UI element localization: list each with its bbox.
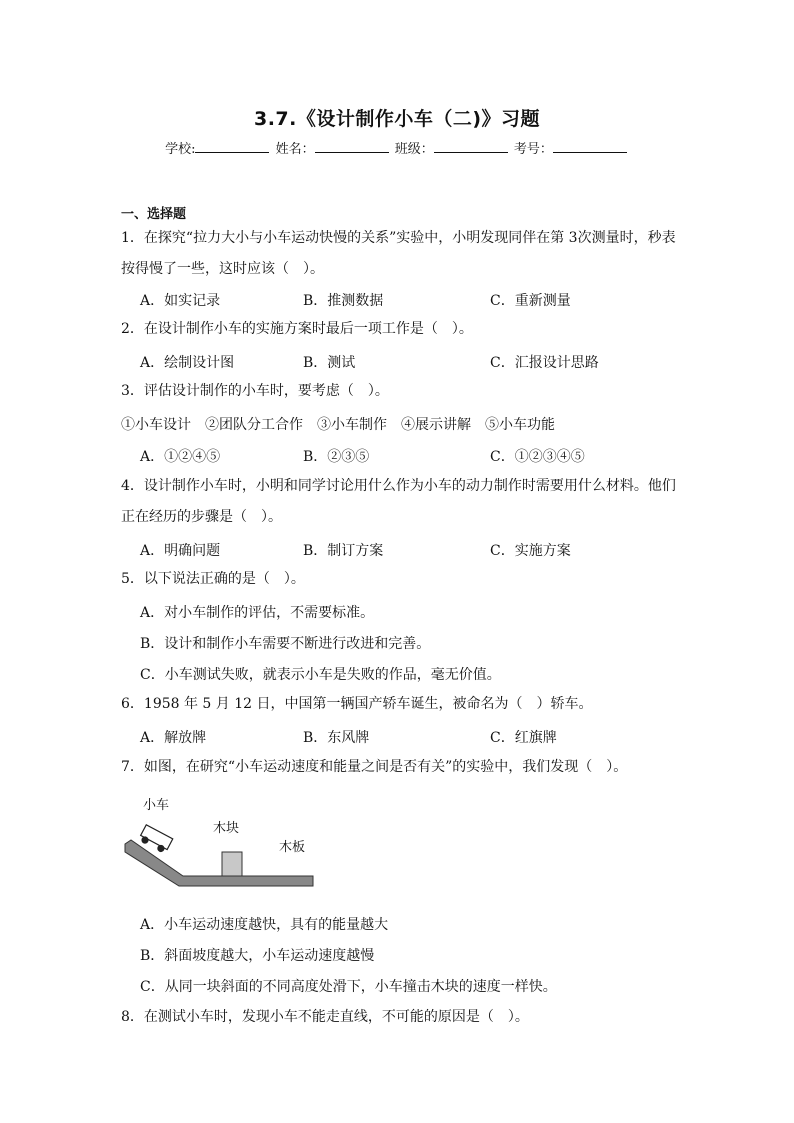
question-8 [121, 1004, 681, 1031]
question-text: 按得慢了一些，这时应该（ ）。 [121, 261, 324, 277]
question-4 [121, 473, 681, 531]
option-c: C．汇报设计思路 [490, 355, 599, 371]
question-text: 2．在设计制作小车的实施方案时最后一项工作是（ ）。 [121, 321, 473, 337]
option-a: A．①②④⑤ [140, 449, 221, 465]
option-a: A．绘制设计图 [140, 355, 235, 371]
question-text: 正在经历的步骤是（ ）。 [121, 509, 282, 525]
option-b: B．制订方案 [303, 543, 384, 559]
option-c: C．实施方案 [490, 543, 571, 559]
option-a: A．明确问题 [140, 543, 221, 559]
student-info-line [0, 138, 794, 157]
option-c: C．重新测量 [490, 293, 571, 309]
option-b: B．推测数据 [303, 293, 384, 309]
option-c: C．红旗牌 [490, 730, 557, 746]
name-label: 姓名： [275, 142, 315, 157]
option-c: C．小车测试失败，就表示小车是失败的作品，毫无价值。 [140, 667, 501, 683]
option-b: B．②③⑤ [303, 449, 370, 465]
figure-label-board: 木板 [279, 840, 306, 855]
option-b: B．测试 [303, 355, 356, 371]
school-label: 学校: [165, 142, 196, 157]
figure-label-block: 木块 [213, 821, 240, 836]
number-blank[interactable] [553, 140, 627, 153]
option-b: B．东风牌 [303, 730, 370, 746]
question-7 [121, 754, 681, 781]
class-blank[interactable] [434, 140, 508, 153]
school-blank[interactable] [195, 140, 269, 153]
question-text: 4．设计制作小车时，小明和同学讨论用什么作为小车的动力制作时需要用什么材料。他们 [121, 478, 676, 494]
section-title: 一、选择题 [121, 207, 187, 222]
incline-diagram [121, 790, 321, 895]
question-text: 7．如图，在研究“小车运动速度和能量之间是否有关”的实验中，我们发现（ ）。 [121, 759, 628, 775]
question-2 [121, 316, 681, 343]
option-c: C．①②③④⑤ [490, 449, 585, 465]
name-blank[interactable] [315, 140, 389, 153]
option-a: A．对小车制作的评估，不需要标准。 [140, 605, 375, 621]
option-a: A．如实记录 [140, 293, 221, 309]
incline-experiment-figure [121, 790, 321, 895]
ramp-shape [125, 840, 313, 886]
question-6 [121, 691, 681, 718]
figure-label-car: 小车 [143, 798, 170, 813]
question-1 [121, 225, 681, 283]
number-label: 考号： [513, 142, 553, 157]
option-b: B．设计和制作小车需要不断进行改进和完善。 [140, 636, 431, 652]
option-b: B．斜面坡度越大，小车运动速度越慢 [140, 948, 375, 964]
wood-block-shape [222, 852, 242, 876]
question-3 [121, 378, 681, 405]
question-5 [121, 566, 681, 593]
option-a: A．解放牌 [140, 730, 207, 746]
consideration-list: ①小车设计 ②团队分工合作 ③小车制作 ④展示讲解 ⑤小车功能 [121, 417, 555, 433]
option-a: A．小车运动速度越快，具有的能量越大 [140, 917, 389, 933]
option-c: C．从同一块斜面的不同高度处滑下，小车撞击木块的速度一样快。 [140, 979, 557, 995]
question-text: 3．评估设计制作的小车时，要考虑（ ）。 [121, 383, 389, 399]
page-title: 3.7.《设计制作小车（二)》习题 [253, 108, 541, 130]
question-text: 8．在测试小车时，发现小车不能走直线，不可能的原因是（ ）。 [121, 1009, 529, 1025]
class-label: 班级： [394, 142, 434, 157]
question-text: 6．1958 年 5 月 12 日，中国第一辆国产轿车诞生，被命名为（ ）轿车。 [121, 696, 593, 712]
question-text: 5．以下说法正确的是（ ）。 [121, 571, 305, 587]
question-text: 1．在探究“拉力大小与小车运动快慢的关系”实验中，小明发现同伴在第 3次测量时，秒表 [121, 230, 676, 246]
